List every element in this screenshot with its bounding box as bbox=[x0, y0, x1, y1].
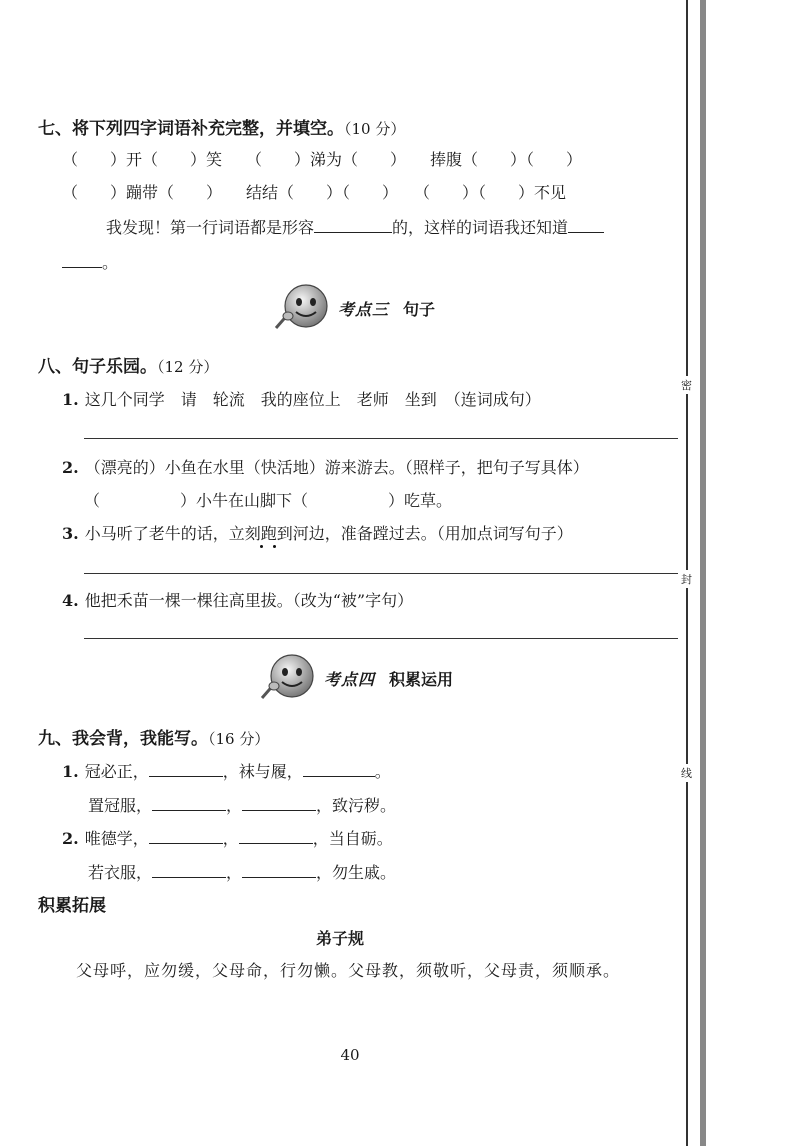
s9-q2-line1 bbox=[62, 826, 393, 849]
smiley-pencil-icon bbox=[270, 282, 334, 334]
discover-line-cont bbox=[62, 250, 118, 273]
emphasis-dot bbox=[260, 545, 263, 548]
s8-q1-answer-line[interactable] bbox=[84, 438, 678, 439]
discover-blank-2-cont[interactable] bbox=[62, 253, 102, 268]
section9-score: （16 分） bbox=[208, 730, 270, 748]
s8-q4 bbox=[62, 588, 413, 611]
poem-title: 弟子规 bbox=[315, 929, 364, 948]
s9-q1b-a: 置冠服， bbox=[88, 796, 153, 815]
discover-blank-2[interactable] bbox=[568, 218, 604, 233]
discover-text-a: 我发现！第一行词语都是形容 bbox=[106, 218, 315, 237]
binding-xian: 线 bbox=[681, 764, 692, 782]
discover-text-b: 的，这样的词语我还知道 bbox=[392, 218, 569, 237]
extension-title: 积累拓展 bbox=[38, 896, 106, 916]
binding-strip bbox=[700, 0, 706, 1146]
section8-title: 八、句子乐园。 bbox=[38, 357, 157, 377]
banner3-title: 句子 bbox=[403, 299, 436, 319]
binding-mi: 密 bbox=[681, 376, 692, 394]
section7-title: 七、将下列四字词语补充完整，并填空。 bbox=[38, 119, 344, 139]
s8-q1-text: 这几个同学 请 轮流 我的座位上 老师 坐到 （连词成句） bbox=[84, 390, 541, 409]
s8-q4-text: 他把禾苗一棵一棵往高里拔。（改为“被”字句） bbox=[84, 591, 414, 610]
s8-q2-fill[interactable]: （ ）小牛在山脚下（ ）吃草。 bbox=[84, 491, 453, 510]
s9-q1a-end: 。 bbox=[374, 762, 391, 781]
s9-q2a-blank-1[interactable] bbox=[149, 829, 223, 844]
discover-blank-1[interactable] bbox=[314, 218, 392, 233]
emphasis-dot bbox=[273, 545, 276, 548]
s8-q3-text: 小马听了老牛的话，立刻跑到河边，准备蹚过去。（用加点词写句子） bbox=[84, 524, 573, 543]
section8-score: （12 分） bbox=[157, 358, 219, 376]
s9-q1b-c: ，致污秽。 bbox=[316, 796, 397, 815]
s9-q2b-c: ，勿生戚。 bbox=[316, 863, 397, 882]
section8-heading bbox=[38, 352, 218, 377]
section7-score: （10 分） bbox=[344, 120, 406, 138]
s9-q2b-a: 若衣服， bbox=[88, 863, 153, 882]
s8-q2-text: （漂亮的）小鱼在水里（快活地）游来游去。（照样子，把句子写具体） bbox=[84, 458, 589, 477]
discover-line bbox=[106, 215, 604, 238]
s9-q1a-a: 冠必正， bbox=[84, 762, 149, 781]
banner3-tag: 考点三 bbox=[338, 299, 390, 319]
s8-q3-number: 3. bbox=[62, 524, 79, 543]
s9-q2b-blank-1[interactable] bbox=[152, 863, 226, 878]
s9-q2b-b: ， bbox=[226, 863, 243, 882]
idiom-row-2: （ ）蹦带（ ） 结结（ ）（ ） （ ）（ ）不见 bbox=[62, 183, 567, 202]
s9-q1-line2 bbox=[88, 793, 396, 816]
topic-banner-4 bbox=[256, 652, 453, 704]
section9-heading bbox=[38, 724, 269, 749]
s9-q2a-c: ，当自砺。 bbox=[312, 829, 393, 848]
s9-q2-number: 2. bbox=[62, 829, 79, 848]
section9-title: 九、我会背，我能写。 bbox=[38, 729, 208, 749]
s8-q2 bbox=[62, 455, 589, 478]
section7-heading bbox=[38, 114, 405, 139]
s9-q1a-blank-1[interactable] bbox=[149, 762, 223, 777]
s8-q3-answer-line[interactable] bbox=[84, 573, 678, 574]
s8-q2-number: 2. bbox=[62, 458, 79, 477]
page-number: 40 bbox=[340, 1046, 360, 1064]
s8-q1-number: 1. bbox=[62, 390, 79, 409]
s9-q1a-b: ，袜与履， bbox=[222, 762, 303, 781]
s9-q2a-blank-2[interactable] bbox=[239, 829, 313, 844]
s9-q1b-blank-2[interactable] bbox=[242, 796, 316, 811]
idiom-row-1: （ ）开（ ）笑 （ ）涕为（ ） 捧腹（ ）（ ） bbox=[62, 150, 583, 169]
s9-q2a-a: 唯德学， bbox=[84, 829, 149, 848]
discover-end: 。 bbox=[102, 253, 119, 272]
s8-q1 bbox=[62, 387, 541, 410]
s8-q3 bbox=[62, 521, 573, 544]
s9-q1-number: 1. bbox=[62, 762, 79, 781]
s9-q2a-b: ， bbox=[222, 829, 239, 848]
binding-feng: 封 bbox=[681, 570, 692, 588]
poem-text: 父母呼，应勿缓，父母命，行勿懒。父母教，须敬听，父母责，须顺承。 bbox=[76, 961, 621, 980]
banner4-tag: 考点四 bbox=[324, 669, 376, 689]
s9-q1b-b: ， bbox=[226, 796, 243, 815]
s9-q1b-blank-1[interactable] bbox=[152, 796, 226, 811]
topic-banner-3 bbox=[270, 282, 435, 334]
banner4-title: 积累运用 bbox=[389, 669, 454, 689]
s9-q1-line1 bbox=[62, 759, 391, 782]
smiley-pencil-icon bbox=[256, 652, 320, 704]
s9-q1a-blank-2[interactable] bbox=[303, 762, 375, 777]
s9-q2-line2 bbox=[88, 860, 396, 883]
s8-q4-number: 4. bbox=[62, 591, 79, 610]
s9-q2b-blank-2[interactable] bbox=[242, 863, 316, 878]
s8-q4-answer-line[interactable] bbox=[84, 638, 678, 639]
